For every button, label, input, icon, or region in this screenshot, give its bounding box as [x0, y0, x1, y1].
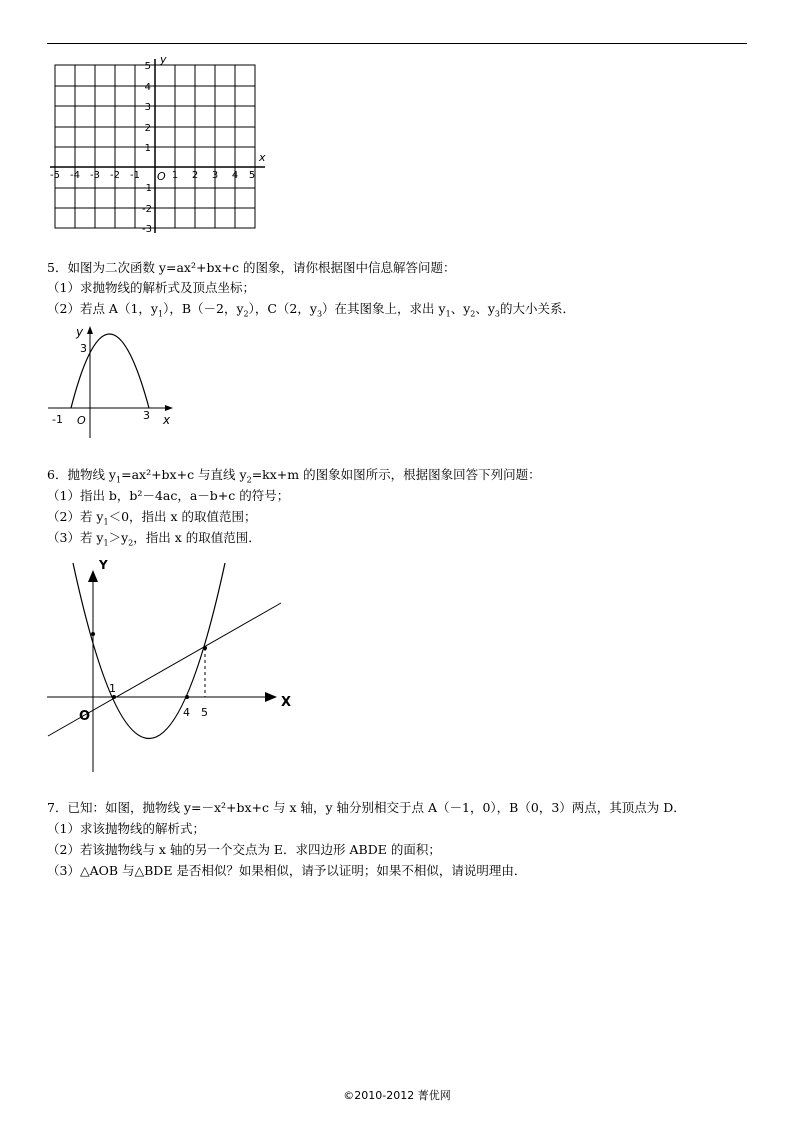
grid-y-tick: 2	[144, 123, 151, 134]
q6-origin-label: O	[79, 709, 91, 724]
q6-label-1: 1	[109, 682, 116, 695]
grid-y-tick-labels	[142, 61, 152, 235]
q5-x-label: x	[163, 413, 171, 427]
grid-x-tick: 3	[211, 170, 219, 181]
q6-y-arrow-icon	[88, 570, 98, 582]
q5-origin-label: O	[77, 414, 86, 427]
q5-y-arrow-icon	[87, 326, 93, 334]
q6-label-5: 5	[201, 706, 208, 719]
q6-part2: （2）若 $y_1<0$，指出 x 的取值范围；	[47, 509, 257, 527]
q5-y-label: y	[76, 325, 84, 339]
grid-y-tick: 5	[144, 61, 151, 72]
grid-x-tick: -3	[90, 170, 100, 181]
header-rule	[47, 43, 747, 44]
q5-right-root-label: 3	[143, 409, 150, 422]
q6-label-4: 4	[183, 706, 190, 719]
grid-y-tick: 4	[144, 82, 151, 93]
q5-text: 如图为二次函数 y=ax²+bx+c 的图象，请你根据图中信息解答问题：	[67, 260, 456, 275]
q6-graph-figure	[45, 558, 305, 778]
grid-x-tick: -1	[130, 170, 140, 181]
q6-stem: 6．抛物线 $y_1=ax^2+bx+c$ 与直线 $y_2=kx+m$ 的图象如图所示，根据图象回答下列问题：	[47, 467, 541, 485]
grid-y-tick: -1	[142, 183, 152, 194]
q6-part3: （3）若 $y_1>y_2$，指出 x 的取值范围．	[47, 530, 261, 548]
q6-part1: （1）指出 b，b²－4ac，a－b+c 的符号；	[47, 488, 290, 503]
q5-number: 5．	[47, 260, 68, 275]
grid-x-label: x	[259, 151, 266, 164]
q7-part1: （1）求该抛物线的解析式；	[47, 821, 205, 836]
grid-x-tick: 1	[171, 170, 179, 181]
q7-number: 7．	[47, 800, 68, 815]
q6-y-label: Y	[99, 558, 108, 572]
q6-point-y-intercept	[91, 632, 95, 636]
page-footer: ©2010-2012 菁优网	[343, 1089, 451, 1102]
grid-y-tick: -3	[142, 224, 152, 235]
grid-x-tick: -4	[70, 170, 80, 181]
grid-y-tick: 1	[144, 143, 151, 154]
q6-point-root-4	[185, 695, 189, 699]
q7-text: 已知：如图，抛物线 y=－x²+bx+c 与 x 轴，y 轴分别相交于点 A（－1，0），B（0，3）两点，其顶点为 D．	[67, 800, 686, 815]
q5-part1: （1）求抛物线的解析式及顶点坐标；	[47, 280, 255, 295]
q6-number: 6．	[47, 467, 68, 482]
q6-x-arrow-icon	[265, 692, 277, 702]
q6-point-root-1	[112, 695, 116, 699]
grid-x-tick: 2	[191, 170, 199, 181]
q6-x-label: X	[281, 695, 292, 710]
grid-origin-label: O	[157, 170, 166, 183]
grid-x-tick: 5	[248, 170, 256, 181]
q5-stem	[47, 260, 455, 276]
grid-x-tick: -5	[50, 170, 60, 181]
q5-x-arrow-icon	[165, 405, 173, 411]
q6-point-intersect	[203, 646, 207, 650]
q5-left-root-label: -1	[52, 413, 63, 426]
grid-y-tick: 3	[144, 102, 151, 113]
q5-parabola-figure	[45, 320, 185, 442]
q7-stem	[47, 800, 686, 816]
q5-y-intercept-label: 3	[80, 342, 87, 355]
grid-y-tick: -2	[142, 204, 152, 215]
grid-x-tick: 4	[231, 170, 239, 181]
q7-part3: （3）△AOB 与△BDE 是否相似？如果相似，请予以证明；如果不相似，请说明理由．	[47, 863, 527, 878]
grid-y-label: y	[160, 55, 167, 66]
q7-part2: （2）若该抛物线与 x 轴的另一个交点为 E．求四边形 ABDE 的面积；	[47, 842, 441, 857]
grid-x-tick: -2	[110, 170, 120, 181]
coordinate-grid-figure	[45, 55, 275, 235]
grid-x-tick-labels	[50, 170, 255, 181]
q5-part2: （2）若点 A（1，$y_1$），B（－2，$y_2$），C（2，$y_3$）在其图象上，求出 $y_1$、$y_2$、$y_3$的大小关系．	[47, 301, 576, 319]
